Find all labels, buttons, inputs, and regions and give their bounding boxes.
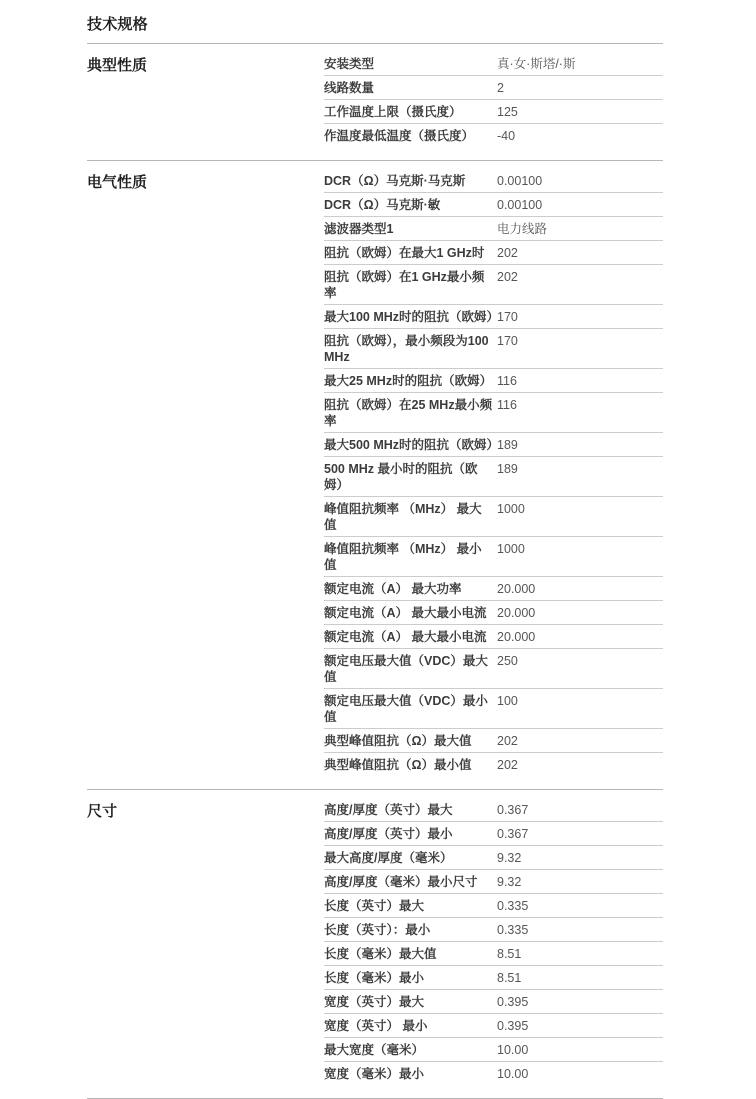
spec-row xyxy=(324,870,663,894)
spec-attr-label: 最大宽度（毫米） xyxy=(324,1043,425,1057)
spec-row xyxy=(324,894,663,918)
spec-row xyxy=(324,329,663,369)
spec-attr-label: 峰值阻抗频率 （MHz） 最小值 xyxy=(324,542,482,572)
spec-attr-label: 滤波器类型1 xyxy=(324,222,394,236)
sections xyxy=(87,44,663,1099)
spec-value: 189 xyxy=(497,462,518,476)
spec-value: 202 xyxy=(497,734,518,748)
spec-attr-label: 500 MHz 最小时的阻抗（欧姆） xyxy=(324,462,478,492)
spec-attr-label: 安装类型 xyxy=(324,57,375,71)
spec-attr-label: 宽度（英寸）最大 xyxy=(324,995,425,1009)
spec-row xyxy=(324,577,663,601)
spec-attr-label: 长度（英寸）：最小 xyxy=(324,923,431,937)
spec-value: 0.395 xyxy=(497,995,529,1009)
spec-row xyxy=(324,689,663,729)
spec-value: 20.000 xyxy=(497,630,536,644)
spec-row xyxy=(324,169,663,193)
spec-value: -40 xyxy=(497,129,516,143)
page-title: 技术规格 xyxy=(87,16,148,33)
spec-attr-label: 额定电流（A） 最大最小电流 xyxy=(324,630,487,644)
spec-row xyxy=(324,942,663,966)
spec-value: 170 xyxy=(497,310,518,324)
spec-attr-label: DCR（Ω）马克斯·马克斯 xyxy=(324,174,466,188)
spec-row xyxy=(324,265,663,305)
spec-attr-label: 最大500 MHz时的阻抗（欧姆） xyxy=(324,438,500,452)
spec-attr-label: 宽度（英寸） 最小 xyxy=(324,1019,428,1033)
spec-value: 116 xyxy=(497,398,517,412)
spec-rows xyxy=(324,169,663,777)
spec-row xyxy=(324,1062,663,1086)
spec-attr-label: 最大100 MHz时的阻抗（欧姆） xyxy=(324,310,500,324)
spec-value: 10.00 xyxy=(497,1067,529,1081)
spec-row xyxy=(324,393,663,433)
section-title: 电气性质 xyxy=(87,174,148,191)
spec-value: 电力线路 xyxy=(497,222,548,236)
spec-attr-label: DCR（Ω）马克斯·敏 xyxy=(324,198,441,212)
spec-row xyxy=(324,537,663,577)
spec-value: 0.00100 xyxy=(497,198,543,212)
spec-attr-label: 额定电流（A） 最大功率 xyxy=(324,582,462,596)
spec-value: 116 xyxy=(497,374,517,388)
spec-attr-label: 高度/厚度（英寸）最小 xyxy=(324,827,453,841)
spec-row xyxy=(324,76,663,100)
spec-attr-label: 阻抗（欧姆）在1 GHz最小频率 xyxy=(324,270,485,300)
spec-value: 1000 xyxy=(497,502,525,516)
spec-row xyxy=(324,193,663,217)
spec-page xyxy=(87,0,663,1099)
spec-attr-label: 阻抗（欧姆）在最大1 GHz时 xyxy=(324,246,485,260)
spec-value: 20.000 xyxy=(497,582,536,596)
spec-attr-label: 额定电压最大值（VDC）最小值 xyxy=(324,694,488,724)
section-title: 尺寸 xyxy=(87,803,118,820)
spec-attr-label: 长度（毫米）最小 xyxy=(324,971,425,985)
spec-row xyxy=(324,846,663,870)
spec-attr-label: 峰值阻抗频率 （MHz） 最大值 xyxy=(324,502,482,532)
spec-value: 2 xyxy=(497,81,504,95)
spec-value: 100 xyxy=(497,694,518,708)
spec-value: 1000 xyxy=(497,542,525,556)
spec-attr-label: 长度（英寸）最大 xyxy=(324,899,425,913)
spec-value: 170 xyxy=(497,334,518,348)
spec-attr-label: 最大25 MHz时的阻抗（欧姆） xyxy=(324,374,493,388)
spec-row xyxy=(324,217,663,241)
spec-value: 10.00 xyxy=(497,1043,529,1057)
spec-section xyxy=(87,790,663,1086)
spec-value: 202 xyxy=(497,758,518,772)
spec-value: 125 xyxy=(497,105,518,119)
spec-value: 0.367 xyxy=(497,803,529,817)
spec-attr-label: 高度/厚度（毫米）最小尺寸 xyxy=(324,875,478,889)
spec-row xyxy=(324,52,663,76)
spec-attr-label: 线路数量 xyxy=(324,81,375,95)
spec-value: 0.00100 xyxy=(497,174,543,188)
spec-row xyxy=(324,990,663,1014)
spec-value: 0.335 xyxy=(497,923,529,937)
spec-value: 202 xyxy=(497,270,518,284)
spec-attr-label: 作温度最低温度（摄氏度） xyxy=(324,129,475,143)
spec-value: 9.32 xyxy=(497,851,522,865)
spec-row xyxy=(324,918,663,942)
spec-row xyxy=(324,601,663,625)
spec-attr-label: 阻抗（欧姆），最小频段为100 MHz xyxy=(324,334,489,364)
spec-attr-label: 额定电压最大值（VDC）最大值 xyxy=(324,654,488,684)
spec-value: 250 xyxy=(497,654,518,668)
spec-row xyxy=(324,1038,663,1062)
spec-rows xyxy=(324,798,663,1086)
spec-row xyxy=(324,753,663,777)
spec-row xyxy=(324,822,663,846)
spec-value: 9.32 xyxy=(497,875,522,889)
spec-attr-label: 高度/厚度（英寸）最大 xyxy=(324,803,453,817)
spec-value: 0.395 xyxy=(497,1019,529,1033)
section-title: 典型性质 xyxy=(87,57,148,74)
spec-row xyxy=(324,497,663,537)
spec-row xyxy=(324,966,663,990)
spec-row xyxy=(324,305,663,329)
spec-row xyxy=(324,729,663,753)
spec-row xyxy=(324,625,663,649)
spec-value: 8.51 xyxy=(497,947,522,961)
spec-row xyxy=(324,369,663,393)
spec-value: 202 xyxy=(497,246,518,260)
spec-attr-label: 长度（毫米）最大值 xyxy=(324,947,437,961)
spec-section xyxy=(87,161,663,777)
spec-attr-label: 典型峰值阻抗（Ω）最大值 xyxy=(324,734,472,748)
spec-attr-label: 典型峰值阻抗（Ω）最小值 xyxy=(324,758,472,772)
spec-row xyxy=(324,1014,663,1038)
spec-value: 8.51 xyxy=(497,971,522,985)
spec-value: 0.367 xyxy=(497,827,529,841)
spec-value: 20.000 xyxy=(497,606,536,620)
spec-attr-label: 最大高度/厚度（毫米） xyxy=(324,851,453,865)
spec-row xyxy=(324,100,663,124)
spec-row xyxy=(324,649,663,689)
spec-value: 189 xyxy=(497,438,518,452)
spec-row xyxy=(324,241,663,265)
spec-attr-label: 工作温度上限（摄氏度） xyxy=(324,105,462,119)
spec-row xyxy=(324,798,663,822)
spec-attr-label: 宽度（毫米）最小 xyxy=(324,1067,425,1081)
spec-row xyxy=(324,124,663,148)
spec-attr-label: 额定电流（A） 最大最小电流 xyxy=(324,606,487,620)
spec-value: 0.335 xyxy=(497,899,529,913)
spec-row xyxy=(324,457,663,497)
spec-rows xyxy=(324,52,663,148)
spec-section xyxy=(87,44,663,148)
spec-row xyxy=(324,433,663,457)
spec-attr-label: 阻抗（欧姆）在25 MHz最小频率 xyxy=(324,398,493,428)
spec-value: 真·女·斯塔/·斯 xyxy=(497,57,576,71)
